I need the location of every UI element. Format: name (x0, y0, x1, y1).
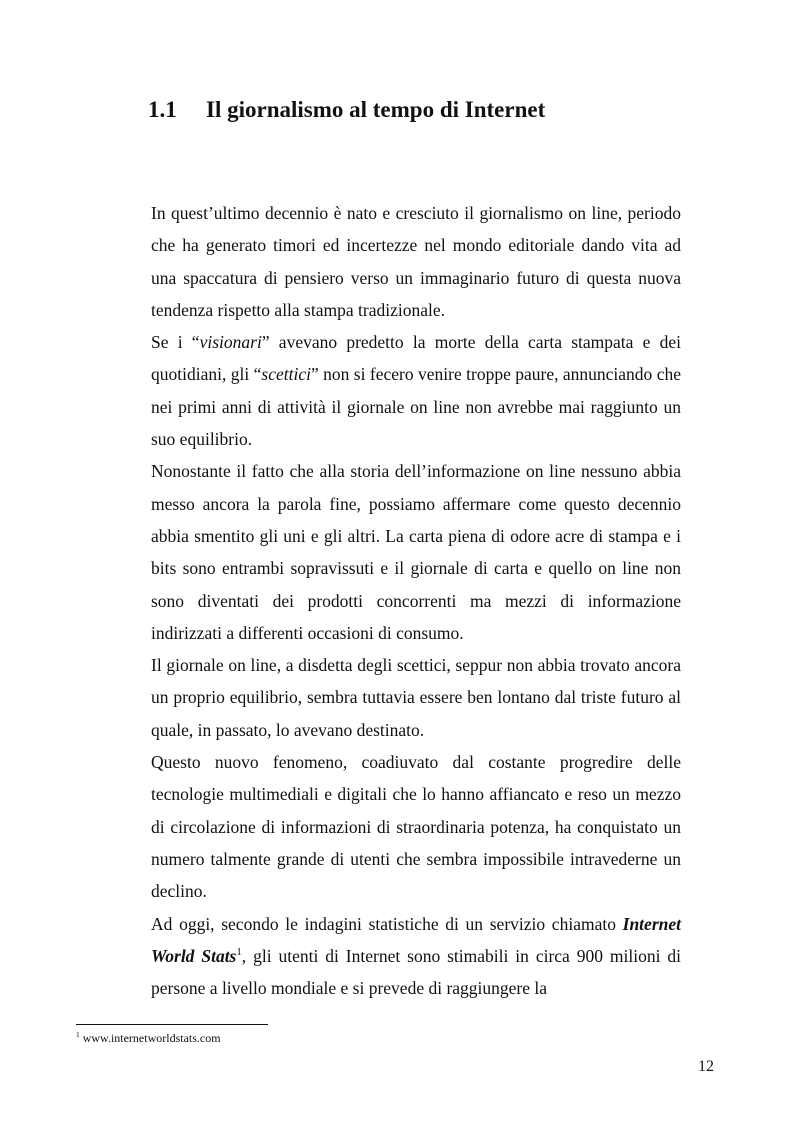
italic-term-scettici: scettici (261, 364, 311, 385)
text-run: Se i “ (151, 332, 200, 353)
text-run: Ad oggi, secondo le indagini statistiche di un servizio chiamato (151, 913, 623, 934)
italic-term-visionari: visionari (199, 332, 262, 353)
footnote-reference[interactable]: 1 (236, 946, 242, 958)
footnote-divider (76, 1024, 268, 1025)
bold-italic-term-internet-world-stats: Internet World Stats (151, 913, 681, 966)
section-title: Il giornalismo al tempo di Internet (206, 97, 546, 122)
section-number: 1.1 (148, 97, 177, 122)
footnote (76, 1031, 221, 1045)
footnote-mark: 1 (76, 1030, 80, 1039)
paragraph-4: Il giornale on line, a disdetta degli scettici, seppur non abbia trovato ancora un proprio equilibrio, sembra tuttavia essere ben lontano dal triste futuro al quale, in passato, lo avevano destinato. (151, 655, 681, 740)
text-run: ” avevano predetto la morte della carta stampata e dei quotidiani, gli “ (151, 332, 681, 385)
footnote-text: www.internetworldstats.com (82, 1031, 221, 1045)
paragraph-6 (151, 908, 681, 1005)
paragraph-2 (151, 326, 681, 455)
text-run: , gli utenti di Internet sono stimabili in circa 900 milioni di persone a livello mondiale e si prevede di raggiungere la (151, 945, 681, 999)
section-heading (148, 96, 545, 124)
paragraph-1: In quest’ultimo decennio è nato e cresciuto il giornalismo on line, periodo che ha generato timori ed incertezze nel mondo editoriale dando vita ad una spaccatura di pensiero verso un immaginario futuro di questa nuova tendenza rispetto alla stampa tradizionale. (151, 203, 681, 320)
body-text (151, 197, 681, 1004)
page-number: 12 (698, 1058, 714, 1075)
text-run: ” non si fecero venire troppe paure, annunciando che nei primi anni di attività il giornale on line non avrebbe mai raggiunto un suo equilibrio. (151, 364, 681, 450)
paragraph-3: Nonostante il fatto che alla storia dell’informazione on line nessuno abbia messo ancora la parola fine, possiamo affermare come questo decennio abbia smentito gli uni e gli altri. La carta piena di odore acre di stampa e i bits sono entrambi sopravissuti e il giornale di carta e quello on line non sono diventati dei prodotti concorrenti ma mezzi di informazione indirizzati a differenti occasioni di consumo. (151, 461, 681, 643)
paragraph-5: Questo nuovo fenomeno, coadiuvato dal costante progredire delle tecnologie multimediali e digitali che lo hanno affiancato e reso un mezzo di circolazione di informazioni di straordinaria potenza, ha conquistato un numero talmente grande di utenti che sembra impossibile intravederne un declino. (151, 752, 681, 902)
